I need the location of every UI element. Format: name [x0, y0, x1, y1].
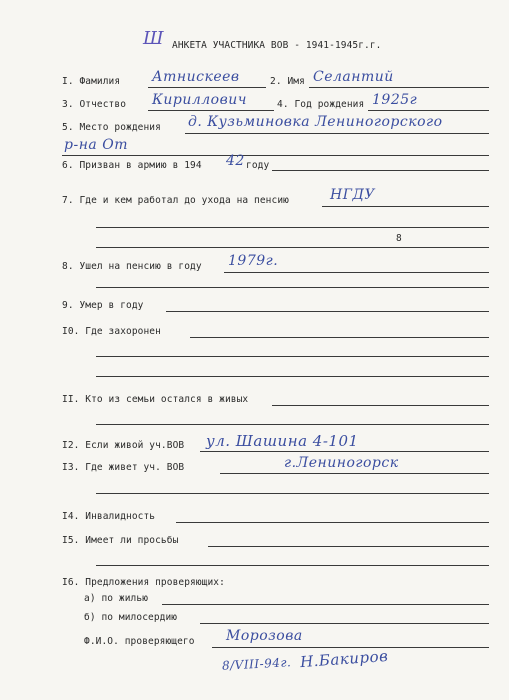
field-4-label: 4. Год рождения: [277, 99, 365, 110]
field-2-label: 2. Имя: [270, 76, 305, 87]
field-16a-line: [162, 604, 489, 605]
inspector-label: Ф.И.О. проверяющего: [84, 636, 195, 647]
field-9-line: [166, 311, 489, 312]
field-15-line-1: [208, 546, 489, 547]
field-8-line-2: [96, 287, 489, 288]
field-12-value: ул. Шашина 4-101: [206, 432, 359, 450]
field-5-line-1: [185, 133, 489, 134]
field-13-label: I3. Где живет уч. ВОВ: [62, 462, 185, 473]
field-3-value: Кириллович: [152, 92, 247, 108]
field-10-label: I0. Где захоронен: [62, 326, 161, 337]
field-8-value: 1979г.: [228, 253, 279, 269]
field-9-label: 9. Умер в году: [62, 300, 144, 311]
field-13-line-2: [96, 493, 489, 494]
field-1-line: [148, 87, 266, 88]
field-1-value: Атнискеев: [152, 69, 240, 85]
field-6-value: 42: [226, 153, 245, 169]
field-6-label: 6. Призван в армию в 194: [62, 160, 202, 171]
field-15-line-2: [96, 565, 489, 566]
field-5-label: 5. Место рождения: [62, 122, 161, 133]
field-6-label-year: году: [246, 160, 270, 171]
field-5-line-2: [62, 155, 489, 156]
field-16-label: I6. Предложения проверяющих:: [62, 577, 225, 588]
field-7-line-2: [96, 227, 489, 228]
field-15-label: I5. Имеет ли просьбы: [62, 535, 179, 546]
field-5-value-1: д. Кузьминовка Лениногорского: [188, 114, 443, 130]
field-4-line: [368, 110, 489, 111]
field-16b-line: [200, 623, 489, 624]
field-2-value: Селантий: [313, 69, 394, 85]
field-14-label: I4. Инвалидность: [62, 511, 156, 522]
field-13-line: [220, 473, 489, 474]
field-3-label: 3. Отчество: [62, 99, 127, 110]
inspector-line: [212, 647, 489, 648]
field-11-line-2: [96, 424, 489, 425]
field-3-line: [148, 110, 274, 111]
field-10-line-1: [190, 337, 489, 338]
field-12-label: I2. Если живой уч.ВОВ: [62, 440, 185, 451]
field-6-line: [272, 170, 489, 171]
field-13-value: г.Лениногорск: [284, 455, 399, 471]
field-10-line-3: [96, 376, 489, 377]
field-8-label: 8. Ушел на пенсию в году: [62, 261, 202, 272]
field-4-value: 1925г: [372, 92, 418, 108]
signature: Н.Бакиров: [299, 646, 389, 672]
field-14-line: [176, 522, 489, 523]
field-7-line-3: [96, 247, 489, 248]
field-16a-label: а) по жилью: [84, 593, 149, 604]
corner-mark: Ш: [143, 28, 164, 49]
page-title: АНКЕТА УЧАСТНИКА ВОВ - 1941-1945г.г.: [172, 40, 382, 51]
field-11-label: II. Кто из семьи остался в живых: [62, 394, 249, 405]
field-5-value-2: р-на От: [64, 137, 128, 153]
field-1-label: I. Фамилия: [62, 76, 121, 87]
field-7-value: НГДУ: [330, 187, 375, 203]
field-7-line-1: [322, 206, 489, 207]
field-7-page-number: 8: [396, 233, 402, 244]
date-value: 8/VIII-94г.: [221, 655, 292, 673]
field-16b-label: б) по милосердию: [84, 612, 178, 623]
inspector-value: Морозова: [226, 628, 303, 644]
field-11-line-1: [272, 405, 489, 406]
field-12-line: [200, 451, 489, 452]
field-8-line: [224, 272, 489, 273]
field-10-line-2: [96, 356, 489, 357]
field-7-label: 7. Где и кем работал до ухода на пенсию: [62, 195, 289, 206]
field-2-line: [309, 87, 489, 88]
